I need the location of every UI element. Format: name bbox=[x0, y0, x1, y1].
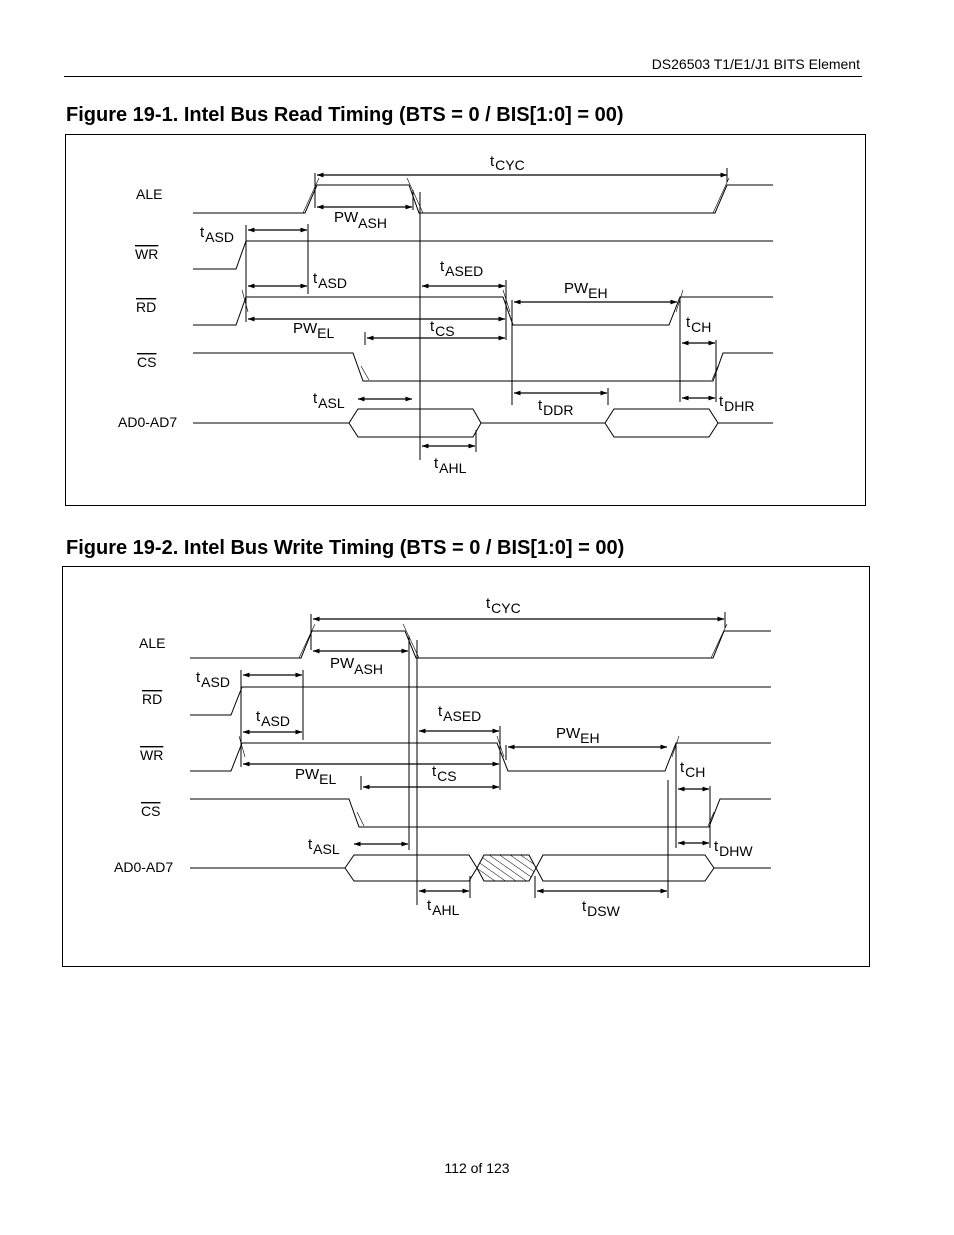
fig1-label-tasd-1: tASD bbox=[200, 224, 234, 245]
fig2-cs-waveform bbox=[190, 799, 771, 827]
fig1-ad-bus bbox=[193, 409, 773, 437]
fig1-label-pwel: PWEL bbox=[293, 320, 335, 341]
fig2-label-tahl: tAHL bbox=[427, 897, 460, 918]
fig2-signal-ale: ALE bbox=[139, 635, 166, 651]
fig1-label-tasl: tASL bbox=[313, 390, 345, 411]
fig1-label-pweh: PWEH bbox=[564, 280, 608, 301]
figure-1-title: Figure 19-1. Intel Bus Read Timing (BTS = 0 / BIS[1:0] = 00) bbox=[66, 104, 624, 126]
fig2-signal-rd: RD bbox=[142, 691, 163, 707]
fig1-label-tahl: tAHL bbox=[434, 455, 467, 476]
fig2-label-tcyc: tCYC bbox=[486, 595, 521, 616]
fig2-label-tasl: tASL bbox=[308, 836, 340, 857]
fig2-label-pwel: PWEL bbox=[295, 766, 337, 787]
fig2-label-tcs: tCS bbox=[432, 763, 457, 784]
fig1-signal-rd: RD bbox=[136, 299, 157, 315]
fig1-signal-cs: CS bbox=[137, 354, 157, 370]
fig2-label-tdhw: tDHW bbox=[714, 838, 753, 859]
fig1-signal-ale: ALE bbox=[136, 186, 163, 202]
fig1-label-tasd-2: tASD bbox=[313, 270, 347, 291]
figure-2-title: Figure 19-2. Intel Bus Write Timing (BTS = 0 / BIS[1:0] = 00) bbox=[66, 537, 625, 559]
fig2-signal-wr: WR bbox=[140, 747, 164, 763]
fig1-cs-waveform bbox=[193, 353, 773, 381]
page-number: 112 of 123 bbox=[444, 1160, 510, 1176]
fig2-ale-waveform bbox=[190, 624, 771, 658]
fig1-signal-ad: AD0-AD7 bbox=[118, 414, 178, 430]
fig2-ad-bus bbox=[190, 855, 771, 881]
fig2-label-tdsw: tDSW bbox=[582, 898, 620, 919]
fig1-reference-lines bbox=[246, 168, 727, 460]
fig2-signal-ad: AD0-AD7 bbox=[114, 859, 174, 875]
fig1-label-tcs: tCS bbox=[430, 318, 455, 339]
fig2-label-pweh: PWEH bbox=[556, 725, 600, 746]
fig1-timing-labels bbox=[200, 153, 755, 476]
fig1-label-tddr: tDDR bbox=[538, 397, 574, 418]
fig1-label-pwash: PWASH bbox=[334, 209, 387, 231]
fig1-ale-waveform bbox=[193, 178, 773, 213]
fig2-label-tased: tASED bbox=[438, 703, 482, 724]
fig1-label-tased: tASED bbox=[440, 258, 484, 279]
fig2-signal-cs: CS bbox=[141, 803, 161, 819]
fig1-label-tcyc: tCYC bbox=[490, 153, 525, 173]
fig2-timing-labels bbox=[196, 595, 753, 919]
fig1-label-tdhr: tDHR bbox=[719, 393, 755, 414]
fig1-signal-wr: WR bbox=[135, 246, 159, 262]
fig2-label-tasd-1: tASD bbox=[196, 669, 230, 690]
fig2-label-tasd-2: tASD bbox=[256, 708, 290, 729]
document-header-title: DS26503 T1/E1/J1 BITS Element bbox=[651, 56, 860, 72]
fig2-label-pwash: PWASH bbox=[330, 655, 383, 677]
fig2-label-tch: tCH bbox=[680, 759, 706, 780]
fig1-label-tch: tCH bbox=[686, 314, 712, 335]
